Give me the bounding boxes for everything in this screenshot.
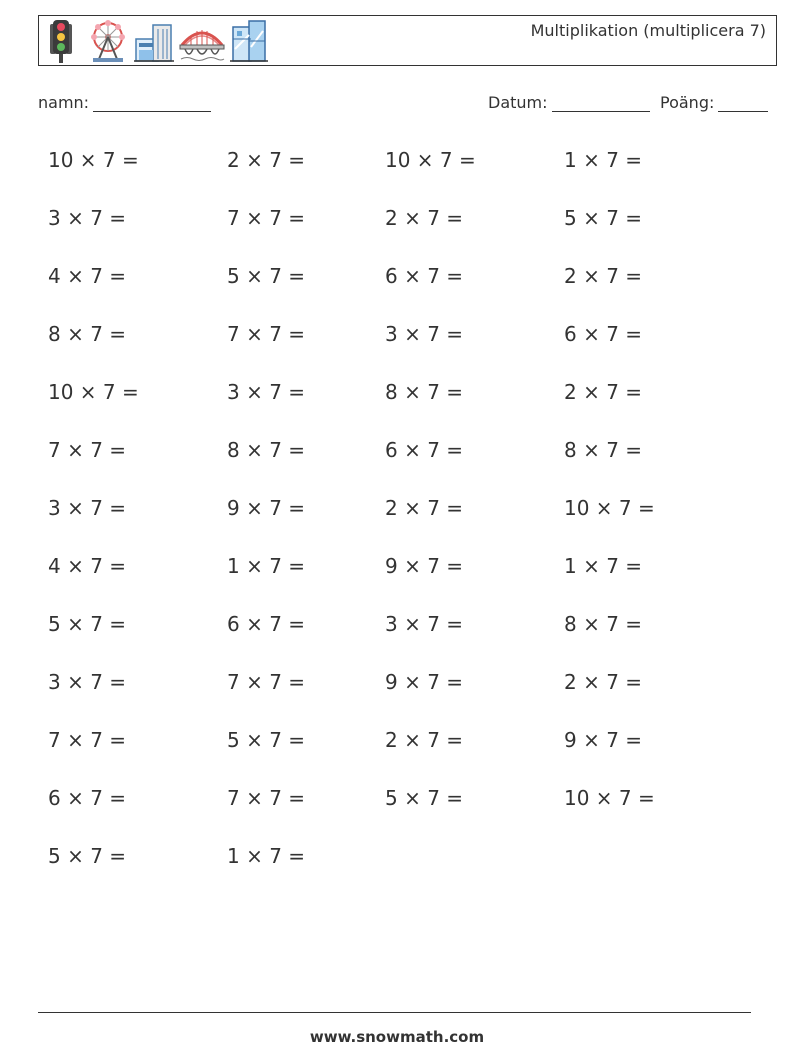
problem-r4-c2: 7 × 7 = [227,322,306,346]
problem-r7-c4: 10 × 7 = [564,496,655,520]
footer-divider [38,1012,751,1013]
problem-r5-c1: 10 × 7 = [48,380,139,404]
problem-r4-c3: 3 × 7 = [385,322,464,346]
problem-r12-c2: 7 × 7 = [227,786,306,810]
date-input-line[interactable] [552,95,650,112]
header-icons [45,19,269,63]
problem-r3-c1: 4 × 7 = [48,264,127,288]
problem-r9-c4: 8 × 7 = [564,612,643,636]
problem-r1-c1: 10 × 7 = [48,148,139,172]
header-box [38,15,777,66]
problem-r6-c4: 8 × 7 = [564,438,643,462]
problem-r9-c2: 6 × 7 = [227,612,306,636]
problem-r8-c4: 1 × 7 = [564,554,643,578]
problem-r11-c1: 7 × 7 = [48,728,127,752]
date-field[interactable] [488,93,650,112]
name-input-line[interactable] [93,95,211,112]
bridge-icon [179,19,225,63]
problem-r7-c1: 3 × 7 = [48,496,127,520]
name-label: namn: [38,93,90,112]
problem-r13-c1: 5 × 7 = [48,844,127,868]
score-input-line[interactable] [718,95,768,112]
problem-r8-c3: 9 × 7 = [385,554,464,578]
problem-r10-c1: 3 × 7 = [48,670,127,694]
office-building-icon [133,19,175,63]
problem-r1-c4: 1 × 7 = [564,148,643,172]
problem-r12-c3: 5 × 7 = [385,786,464,810]
problem-r11-c2: 5 × 7 = [227,728,306,752]
score-label: Poäng: [660,93,715,112]
problem-r5-c3: 8 × 7 = [385,380,464,404]
problem-r12-c1: 6 × 7 = [48,786,127,810]
name-field[interactable] [38,93,211,112]
problem-r11-c3: 2 × 7 = [385,728,464,752]
problem-r6-c2: 8 × 7 = [227,438,306,462]
problem-r13-c2: 1 × 7 = [227,844,306,868]
problem-r2-c3: 2 × 7 = [385,206,464,230]
score-field[interactable] [660,93,768,112]
problem-r7-c3: 2 × 7 = [385,496,464,520]
problem-r2-c4: 5 × 7 = [564,206,643,230]
problem-r9-c3: 3 × 7 = [385,612,464,636]
problem-r8-c2: 1 × 7 = [227,554,306,578]
problem-r7-c2: 9 × 7 = [227,496,306,520]
problem-r10-c4: 2 × 7 = [564,670,643,694]
traffic-light-icon [45,19,83,63]
problem-r5-c2: 3 × 7 = [227,380,306,404]
problem-r10-c2: 7 × 7 = [227,670,306,694]
footer-url: www.snowmath.com [309,1028,485,1046]
problem-r11-c4: 9 × 7 = [564,728,643,752]
problem-r4-c4: 6 × 7 = [564,322,643,346]
problem-r2-c2: 7 × 7 = [227,206,306,230]
problem-r2-c1: 3 × 7 = [48,206,127,230]
ferris-wheel-icon [87,19,129,63]
problem-r9-c1: 5 × 7 = [48,612,127,636]
problem-r5-c4: 2 × 7 = [564,380,643,404]
problem-r1-c3: 10 × 7 = [385,148,476,172]
problem-r6-c1: 7 × 7 = [48,438,127,462]
problem-r3-c3: 6 × 7 = [385,264,464,288]
problem-r10-c3: 9 × 7 = [385,670,464,694]
problem-r8-c1: 4 × 7 = [48,554,127,578]
problem-r12-c4: 10 × 7 = [564,786,655,810]
problem-r4-c1: 8 × 7 = [48,322,127,346]
date-label: Datum: [488,93,548,112]
problem-r1-c2: 2 × 7 = [227,148,306,172]
problem-r3-c2: 5 × 7 = [227,264,306,288]
glass-tower-icon [229,19,269,63]
problem-r3-c4: 2 × 7 = [564,264,643,288]
worksheet-title: Multiplikation (multiplicera 7) [530,21,766,40]
problem-r6-c3: 6 × 7 = [385,438,464,462]
